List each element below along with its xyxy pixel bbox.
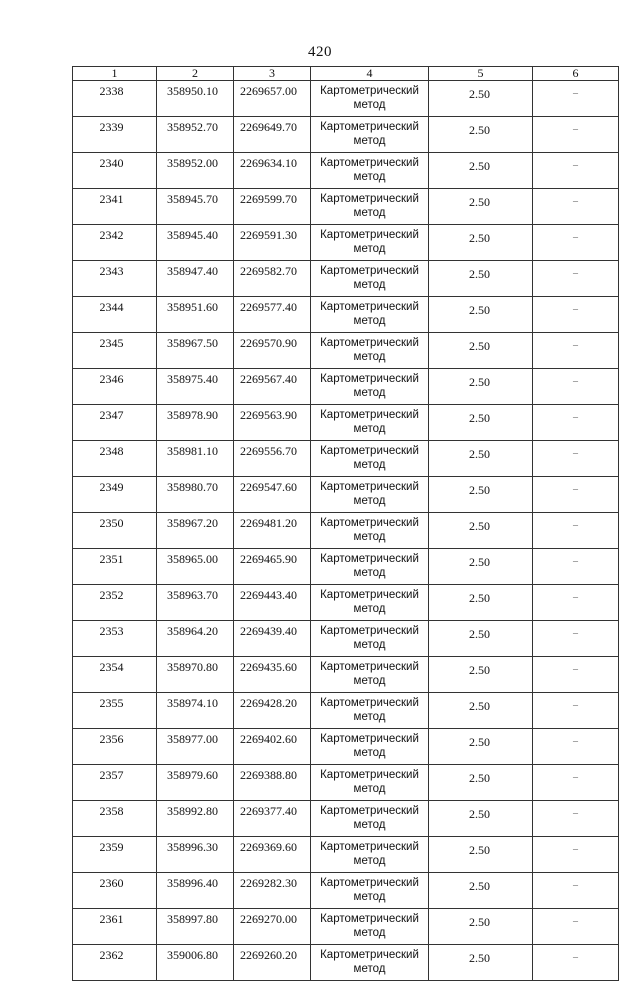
method-line-2: метод bbox=[353, 567, 386, 579]
point-number: 2357 bbox=[73, 765, 157, 801]
coordinate-y: 2269439.40 bbox=[234, 621, 311, 657]
method-line-1: Картометрический bbox=[320, 373, 419, 385]
table-body bbox=[73, 81, 619, 981]
method-line-1: Картометрический bbox=[320, 337, 419, 349]
method-line-1: Картометрический bbox=[320, 121, 419, 133]
coordinate-x: 358965.00 bbox=[157, 549, 234, 585]
coordinate-x: 358978.90 bbox=[157, 405, 234, 441]
method-line-1: Картометрический bbox=[320, 229, 419, 241]
table-row bbox=[73, 261, 619, 297]
table-row bbox=[73, 81, 619, 117]
column-header-6: 6 bbox=[533, 67, 619, 81]
accuracy-value: 2.50 bbox=[429, 153, 533, 189]
point-number: 2361 bbox=[73, 909, 157, 945]
point-number: 2341 bbox=[73, 189, 157, 225]
column-header-4: 4 bbox=[311, 67, 429, 81]
method-line-2: метод bbox=[353, 927, 386, 939]
coordinate-y: 2269377.40 bbox=[234, 801, 311, 837]
description-dash: – bbox=[533, 693, 619, 729]
method-line-2: метод bbox=[353, 639, 386, 651]
method-cell bbox=[311, 585, 429, 621]
method-line-2: метод bbox=[353, 603, 386, 615]
description-dash: – bbox=[533, 441, 619, 477]
table-row bbox=[73, 441, 619, 477]
accuracy-value: 2.50 bbox=[429, 729, 533, 765]
point-number: 2358 bbox=[73, 801, 157, 837]
method-cell bbox=[311, 693, 429, 729]
method-line-2: метод bbox=[353, 243, 386, 255]
point-number: 2351 bbox=[73, 549, 157, 585]
coordinate-y: 2269428.20 bbox=[234, 693, 311, 729]
accuracy-value: 2.50 bbox=[429, 297, 533, 333]
table-header bbox=[73, 67, 619, 81]
coordinate-x: 358945.70 bbox=[157, 189, 234, 225]
coordinate-x: 358977.00 bbox=[157, 729, 234, 765]
point-number: 2343 bbox=[73, 261, 157, 297]
method-cell bbox=[311, 513, 429, 549]
method-line-2: метод bbox=[353, 819, 386, 831]
point-number: 2360 bbox=[73, 873, 157, 909]
method-line-2: метод bbox=[353, 351, 386, 363]
method-line-2: метод bbox=[353, 459, 386, 471]
point-number: 2359 bbox=[73, 837, 157, 873]
method-line-2: метод bbox=[353, 531, 386, 543]
description-dash: – bbox=[533, 801, 619, 837]
coordinate-x: 358963.70 bbox=[157, 585, 234, 621]
table-row bbox=[73, 405, 619, 441]
description-dash: – bbox=[533, 909, 619, 945]
accuracy-value: 2.50 bbox=[429, 549, 533, 585]
coordinate-x: 358952.70 bbox=[157, 117, 234, 153]
method-line-1: Картометрический bbox=[320, 625, 419, 637]
accuracy-value: 2.50 bbox=[429, 657, 533, 693]
table-row bbox=[73, 189, 619, 225]
point-number: 2355 bbox=[73, 693, 157, 729]
point-number: 2347 bbox=[73, 405, 157, 441]
coordinate-x: 358996.40 bbox=[157, 873, 234, 909]
accuracy-value: 2.50 bbox=[429, 117, 533, 153]
column-header-1: 1 bbox=[73, 67, 157, 81]
point-number: 2353 bbox=[73, 621, 157, 657]
method-line-2: метод bbox=[353, 99, 386, 111]
method-line-2: метод bbox=[353, 963, 386, 975]
method-line-2: метод bbox=[353, 783, 386, 795]
coordinate-y: 2269369.60 bbox=[234, 837, 311, 873]
accuracy-value: 2.50 bbox=[429, 513, 533, 549]
table-row bbox=[73, 693, 619, 729]
table-row bbox=[73, 945, 619, 981]
accuracy-value: 2.50 bbox=[429, 909, 533, 945]
coordinate-y: 2269563.90 bbox=[234, 405, 311, 441]
accuracy-value: 2.50 bbox=[429, 873, 533, 909]
coordinate-y: 2269599.70 bbox=[234, 189, 311, 225]
coordinate-x: 358974.10 bbox=[157, 693, 234, 729]
coordinate-x: 358996.30 bbox=[157, 837, 234, 873]
method-cell bbox=[311, 297, 429, 333]
table-row bbox=[73, 801, 619, 837]
method-line-1: Картометрический bbox=[320, 517, 419, 529]
method-cell bbox=[311, 909, 429, 945]
table-row bbox=[73, 765, 619, 801]
method-cell bbox=[311, 153, 429, 189]
method-line-2: метод bbox=[353, 675, 386, 687]
header-row bbox=[73, 67, 619, 81]
table-row bbox=[73, 513, 619, 549]
accuracy-value: 2.50 bbox=[429, 837, 533, 873]
method-line-1: Картометрический bbox=[320, 913, 419, 925]
method-line-1: Картометрический bbox=[320, 733, 419, 745]
coordinate-y: 2269402.60 bbox=[234, 729, 311, 765]
description-dash: – bbox=[533, 621, 619, 657]
method-line-1: Картометрический bbox=[320, 481, 419, 493]
coordinate-y: 2269388.80 bbox=[234, 765, 311, 801]
accuracy-value: 2.50 bbox=[429, 945, 533, 981]
method-cell bbox=[311, 405, 429, 441]
description-dash: – bbox=[533, 657, 619, 693]
method-line-1: Картометрический bbox=[320, 301, 419, 313]
description-dash: – bbox=[533, 369, 619, 405]
method-cell bbox=[311, 549, 429, 585]
coordinate-y: 2269657.00 bbox=[234, 81, 311, 117]
table-row bbox=[73, 477, 619, 513]
method-line-2: метод bbox=[353, 711, 386, 723]
method-cell bbox=[311, 477, 429, 513]
accuracy-value: 2.50 bbox=[429, 405, 533, 441]
table-row bbox=[73, 729, 619, 765]
method-line-1: Картометрический bbox=[320, 85, 419, 97]
table-row bbox=[73, 333, 619, 369]
description-dash: – bbox=[533, 873, 619, 909]
method-line-2: метод bbox=[353, 135, 386, 147]
point-number: 2352 bbox=[73, 585, 157, 621]
method-line-2: метод bbox=[353, 387, 386, 399]
coordinate-x: 358951.60 bbox=[157, 297, 234, 333]
coordinate-y: 2269260.20 bbox=[234, 945, 311, 981]
method-line-2: метод bbox=[353, 171, 386, 183]
description-dash: – bbox=[533, 189, 619, 225]
coordinate-x: 358970.80 bbox=[157, 657, 234, 693]
table-row bbox=[73, 873, 619, 909]
coordinate-x: 359006.80 bbox=[157, 945, 234, 981]
coordinate-x: 358967.20 bbox=[157, 513, 234, 549]
method-line-2: метод bbox=[353, 315, 386, 327]
column-header-2: 2 bbox=[157, 67, 234, 81]
accuracy-value: 2.50 bbox=[429, 261, 533, 297]
point-number: 2346 bbox=[73, 369, 157, 405]
description-dash: – bbox=[533, 837, 619, 873]
point-number: 2340 bbox=[73, 153, 157, 189]
table-row bbox=[73, 621, 619, 657]
method-cell bbox=[311, 225, 429, 261]
accuracy-value: 2.50 bbox=[429, 765, 533, 801]
method-line-2: метод bbox=[353, 279, 386, 291]
coordinate-x: 358952.00 bbox=[157, 153, 234, 189]
coordinate-y: 2269465.90 bbox=[234, 549, 311, 585]
point-number: 2345 bbox=[73, 333, 157, 369]
table-row bbox=[73, 585, 619, 621]
description-dash: – bbox=[533, 585, 619, 621]
method-cell bbox=[311, 765, 429, 801]
description-dash: – bbox=[533, 153, 619, 189]
coordinate-x: 358975.40 bbox=[157, 369, 234, 405]
method-cell bbox=[311, 441, 429, 477]
page-number: 420 bbox=[308, 44, 332, 60]
method-line-1: Картометрический bbox=[320, 265, 419, 277]
coordinate-x: 358945.40 bbox=[157, 225, 234, 261]
method-cell bbox=[311, 657, 429, 693]
method-line-1: Картометрический bbox=[320, 949, 419, 961]
accuracy-value: 2.50 bbox=[429, 585, 533, 621]
coordinate-y: 2269567.40 bbox=[234, 369, 311, 405]
point-number: 2348 bbox=[73, 441, 157, 477]
method-line-2: метод bbox=[353, 855, 386, 867]
accuracy-value: 2.50 bbox=[429, 225, 533, 261]
method-cell bbox=[311, 945, 429, 981]
method-line-1: Картометрический bbox=[320, 553, 419, 565]
description-dash: – bbox=[533, 513, 619, 549]
description-dash: – bbox=[533, 297, 619, 333]
table-row bbox=[73, 117, 619, 153]
coordinate-y: 2269443.40 bbox=[234, 585, 311, 621]
coordinate-y: 2269634.10 bbox=[234, 153, 311, 189]
accuracy-value: 2.50 bbox=[429, 621, 533, 657]
description-dash: – bbox=[533, 81, 619, 117]
point-number: 2354 bbox=[73, 657, 157, 693]
method-line-2: метод bbox=[353, 747, 386, 759]
point-number: 2349 bbox=[73, 477, 157, 513]
table-row bbox=[73, 657, 619, 693]
column-header-3: 3 bbox=[234, 67, 311, 81]
description-dash: – bbox=[533, 549, 619, 585]
method-line-2: метод bbox=[353, 423, 386, 435]
method-cell bbox=[311, 81, 429, 117]
description-dash: – bbox=[533, 405, 619, 441]
method-line-1: Картометрический bbox=[320, 805, 419, 817]
coordinate-x: 358997.80 bbox=[157, 909, 234, 945]
method-cell bbox=[311, 261, 429, 297]
coordinate-x: 358950.10 bbox=[157, 81, 234, 117]
coordinate-y: 2269556.70 bbox=[234, 441, 311, 477]
table-row bbox=[73, 153, 619, 189]
description-dash: – bbox=[533, 729, 619, 765]
description-dash: – bbox=[533, 225, 619, 261]
method-line-1: Картометрический bbox=[320, 697, 419, 709]
coordinate-x: 358964.20 bbox=[157, 621, 234, 657]
coordinate-y: 2269282.30 bbox=[234, 873, 311, 909]
method-line-1: Картометрический bbox=[320, 589, 419, 601]
method-line-1: Картометрический bbox=[320, 661, 419, 673]
table-row bbox=[73, 837, 619, 873]
method-line-2: метод bbox=[353, 207, 386, 219]
method-line-2: метод bbox=[353, 495, 386, 507]
accuracy-value: 2.50 bbox=[429, 189, 533, 225]
coordinate-y: 2269547.60 bbox=[234, 477, 311, 513]
accuracy-value: 2.50 bbox=[429, 369, 533, 405]
description-dash: – bbox=[533, 765, 619, 801]
description-dash: – bbox=[533, 117, 619, 153]
coordinate-y: 2269577.40 bbox=[234, 297, 311, 333]
table-row bbox=[73, 297, 619, 333]
method-line-1: Картометрический bbox=[320, 877, 419, 889]
point-number: 2344 bbox=[73, 297, 157, 333]
method-line-1: Картометрический bbox=[320, 157, 419, 169]
coordinate-y: 2269582.70 bbox=[234, 261, 311, 297]
accuracy-value: 2.50 bbox=[429, 693, 533, 729]
description-dash: – bbox=[533, 477, 619, 513]
accuracy-value: 2.50 bbox=[429, 81, 533, 117]
point-number: 2362 bbox=[73, 945, 157, 981]
coordinate-x: 358979.60 bbox=[157, 765, 234, 801]
table-row bbox=[73, 909, 619, 945]
method-cell bbox=[311, 621, 429, 657]
accuracy-value: 2.50 bbox=[429, 477, 533, 513]
point-number: 2339 bbox=[73, 117, 157, 153]
table-row bbox=[73, 549, 619, 585]
method-cell bbox=[311, 873, 429, 909]
coordinates-table bbox=[72, 66, 619, 981]
method-line-1: Картометрический bbox=[320, 193, 419, 205]
point-number: 2342 bbox=[73, 225, 157, 261]
method-cell bbox=[311, 369, 429, 405]
point-number: 2338 bbox=[73, 81, 157, 117]
coordinate-y: 2269591.30 bbox=[234, 225, 311, 261]
coordinate-y: 2269270.00 bbox=[234, 909, 311, 945]
description-dash: – bbox=[533, 333, 619, 369]
coordinate-y: 2269481.20 bbox=[234, 513, 311, 549]
coordinate-x: 358981.10 bbox=[157, 441, 234, 477]
method-cell bbox=[311, 729, 429, 765]
point-number: 2350 bbox=[73, 513, 157, 549]
method-cell bbox=[311, 837, 429, 873]
table-row bbox=[73, 225, 619, 261]
method-cell bbox=[311, 801, 429, 837]
method-line-2: метод bbox=[353, 891, 386, 903]
coordinate-x: 358992.80 bbox=[157, 801, 234, 837]
coordinate-x: 358947.40 bbox=[157, 261, 234, 297]
accuracy-value: 2.50 bbox=[429, 801, 533, 837]
method-line-1: Картометрический bbox=[320, 409, 419, 421]
table-row bbox=[73, 369, 619, 405]
point-number: 2356 bbox=[73, 729, 157, 765]
method-line-1: Картометрический bbox=[320, 841, 419, 853]
coordinate-x: 358980.70 bbox=[157, 477, 234, 513]
method-line-1: Картометрический bbox=[320, 769, 419, 781]
method-line-1: Картометрический bbox=[320, 445, 419, 457]
coordinate-y: 2269570.90 bbox=[234, 333, 311, 369]
accuracy-value: 2.50 bbox=[429, 441, 533, 477]
description-dash: – bbox=[533, 945, 619, 981]
description-dash: – bbox=[533, 261, 619, 297]
coordinate-y: 2269649.70 bbox=[234, 117, 311, 153]
coordinate-y: 2269435.60 bbox=[234, 657, 311, 693]
method-cell bbox=[311, 333, 429, 369]
method-cell bbox=[311, 189, 429, 225]
method-cell bbox=[311, 117, 429, 153]
column-header-5: 5 bbox=[429, 67, 533, 81]
coordinate-x: 358967.50 bbox=[157, 333, 234, 369]
accuracy-value: 2.50 bbox=[429, 333, 533, 369]
